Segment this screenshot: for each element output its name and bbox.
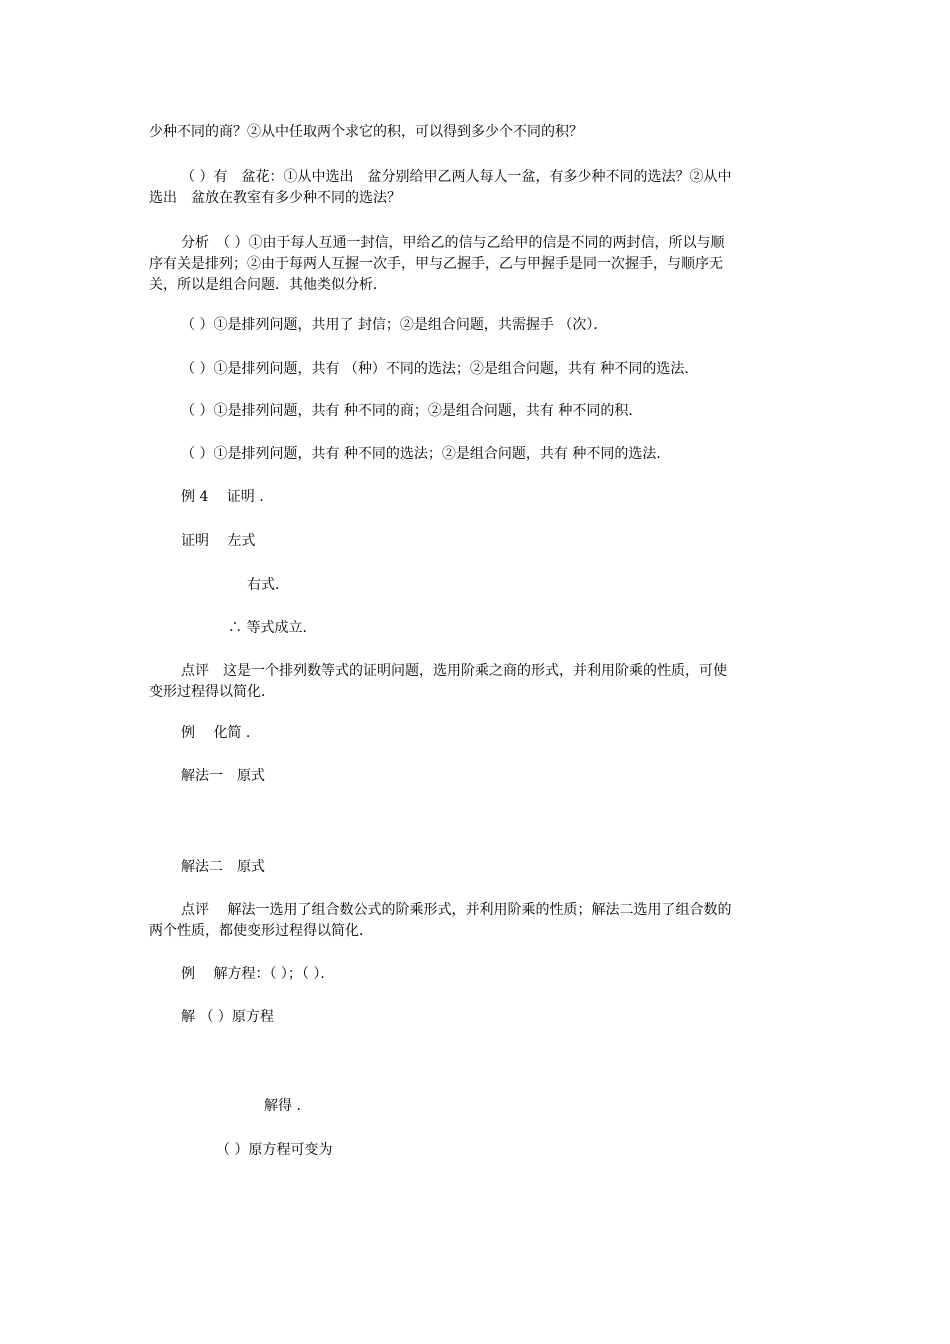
text-line-14: ∴ 等式成立． [228,620,317,636]
text-line-16: 变形过程得以简化． [149,684,275,700]
text-line-19: 解法二 原式 [181,859,265,875]
text-line-1: 少种不同的商？②从中任取两个求它的积，可以得到多少个不同的积？ [149,124,583,140]
text-line-17: 例 化简 . [181,725,251,741]
text-line-5: 序有关是排列；②由于每两人互握一次手，甲与乙握手，乙与甲握手是同一次握手，与顺序无 [149,256,723,272]
text-line-6: 关，所以是组合问题．其他类似分析． [149,277,387,293]
text-line-2: （ ）有 盆花：①从中选出 盆分别给甲乙两人每人一盆，有多少种不同的选法？②从中 [181,169,732,185]
text-line-3: 选出 盆放在教室有多少种不同的选法？ [149,190,401,206]
text-line-7: （ ）①是排列问题，共用了 封信；②是组合问题，共需握手 （次）． [181,317,608,333]
text-line-11: 例 4 证明 . [181,489,264,505]
text-line-4: 分析 （ ）①由于每人互通一封信，甲给乙的信与乙给甲的信是不同的两封信，所以与顺 [181,235,725,251]
text-line-20: 点评 解法一选用了组合数公式的阶乘形式，并利用阶乘的性质；解法二选用了组合数的 [181,902,732,918]
text-line-12: 证明 左式 [181,533,256,549]
text-line-18: 解法一 原式 [181,768,265,784]
text-line-25: （ ）原方程可变为 [216,1142,333,1158]
text-line-15: 点评 这是一个排列数等式的证明问题，选用阶乘之商的形式，并利用阶乘的性质，可使 [181,663,727,679]
text-line-8: （ ）①是排列问题，共有 （种）不同的选法；②是组合问题，共有 种不同的选法． [181,361,699,377]
text-line-24: 解得 . [264,1098,301,1114]
text-line-10: （ ）①是排列问题，共有 种不同的选法；②是组合问题，共有 种不同的选法． [181,446,671,462]
text-line-22: 例 解方程：（ ）；（ ）． [181,966,335,982]
text-line-13: 右式． [247,577,289,593]
text-line-9: （ ）①是排列问题，共有 种不同的商；②是组合问题，共有 种不同的积． [181,403,643,419]
text-line-21: 两个性质，都使变形过程得以简化． [149,923,373,939]
text-line-23: 解 （ ）原方程 [181,1009,274,1025]
